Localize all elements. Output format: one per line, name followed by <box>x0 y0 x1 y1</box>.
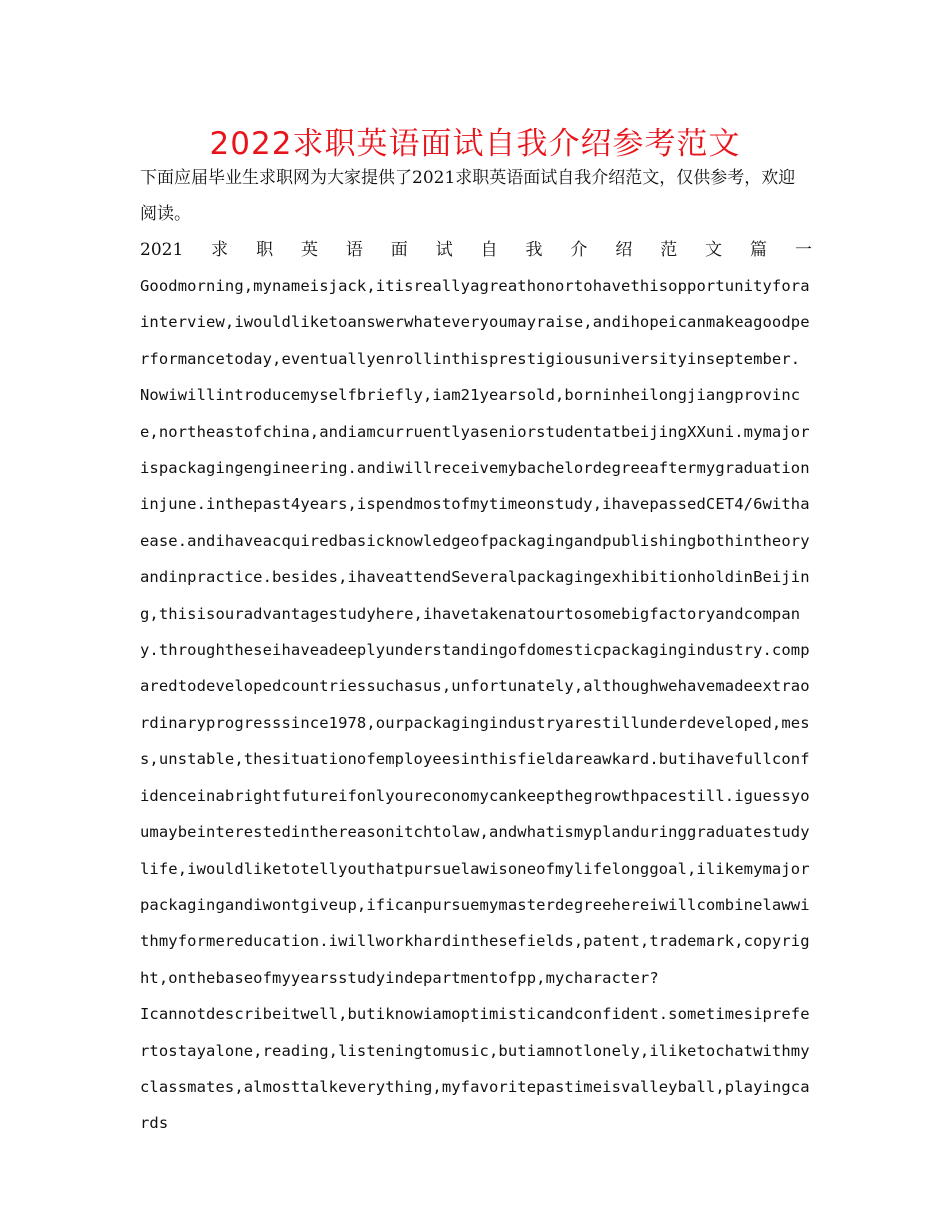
heading-char: 面 <box>390 240 408 260</box>
body-paragraph: Icannotdescribeitwell,butiknowiamoptimisticandconfident.sometimesiprefertostayalone,reading,listeningtomusic,butiamnotlonely,iliketochatwithmyclassmates,almosttalkeverything,myfavoritepastimeisvalleyball,playingcards <box>140 1005 810 1133</box>
heading-char: 2021 <box>140 240 184 260</box>
heading-char: 职 <box>256 240 274 260</box>
heading-char: 绍 <box>615 240 633 260</box>
heading-char: 范 <box>660 240 678 260</box>
heading-char: 语 <box>345 240 363 260</box>
heading-char: 介 <box>570 240 588 260</box>
heading-char: 求 <box>211 240 229 260</box>
heading-char: 文 <box>705 240 723 260</box>
heading-char: 我 <box>525 240 543 260</box>
document-body <box>140 160 812 1142</box>
heading-char: 自 <box>480 240 498 260</box>
heading-char: 试 <box>435 240 453 260</box>
section-heading <box>140 232 812 268</box>
intro-paragraph: 下面应届毕业生求职网为大家提供了2021求职英语面试自我介绍范文，仅供参考，欢迎阅读。 <box>140 168 796 224</box>
page-title: 2022求职英语面试自我介绍参考范文 <box>209 126 741 162</box>
heading-char: 一 <box>794 240 812 260</box>
body-paragraph: Goodmorning,mynameisjack,itisreallyagreathonortohavethisopportunityforainterview,iwouldliketoanswerwhateveryoumayraise,andihopeicanmakeagoodperformancetoday,eventuallyenrollinthisprestigiousuniversityinseptember. <box>140 277 810 368</box>
heading-char: 英 <box>300 240 318 260</box>
body-paragraph: Nowiwillintroducemyselfbriefly,iam21yearsold,borninheilongjiangprovince,northeastofchina,andiamcurruentlyaseniorstudentatbeijingXXuni.mymajorispackagingengineering.andiwillreceivemybachelordegreeaftermygraduationinjune.inthepast4years,ispendmostofmytimeonstudy,ihavepassedCET4/6withaease.andihaveacquiredbasicknowledgeofpackagingandpublishingbothintheoryandinpractice.besides,ihaveattendSeveralpackagingexhibitionholdinBeijing,thisisouradvantagestudyhere,ihavetakenatourtosomebigfactoryandcompany.throughtheseihaveadeeplyunderstandingofdomesticpackagingindustry.comparedtodevelopedcountriessuchasus,unfortunately,althoughwehavemadeextraordinaryprogresssince1978,ourpackagingindustryarestillunderdeveloped,mess,unstable,thesituationofemployeesinthisfieldareawkard.butihavefullconfidenceinabrightfutureifonlyoureconomycankeepthegrowthpacestill.iguessyoumaybeinterestedinthereasonitchtolaw,andwhatismyplanduringgraduatestudylife,iwouldliketotellyouthatpursuelawisoneofmylifelonggoal,ilikemymajorpackagingandiwontgiveup,ificanpursuemymasterdegreehereiwillcombinelawwithmyformereducation.iwillworkhardinthesefields,patent,trademark,copyright,onthebaseofmyyearsstudyindepartmentofpp,mycharacter? <box>140 386 810 987</box>
heading-char: 篇 <box>750 240 768 260</box>
